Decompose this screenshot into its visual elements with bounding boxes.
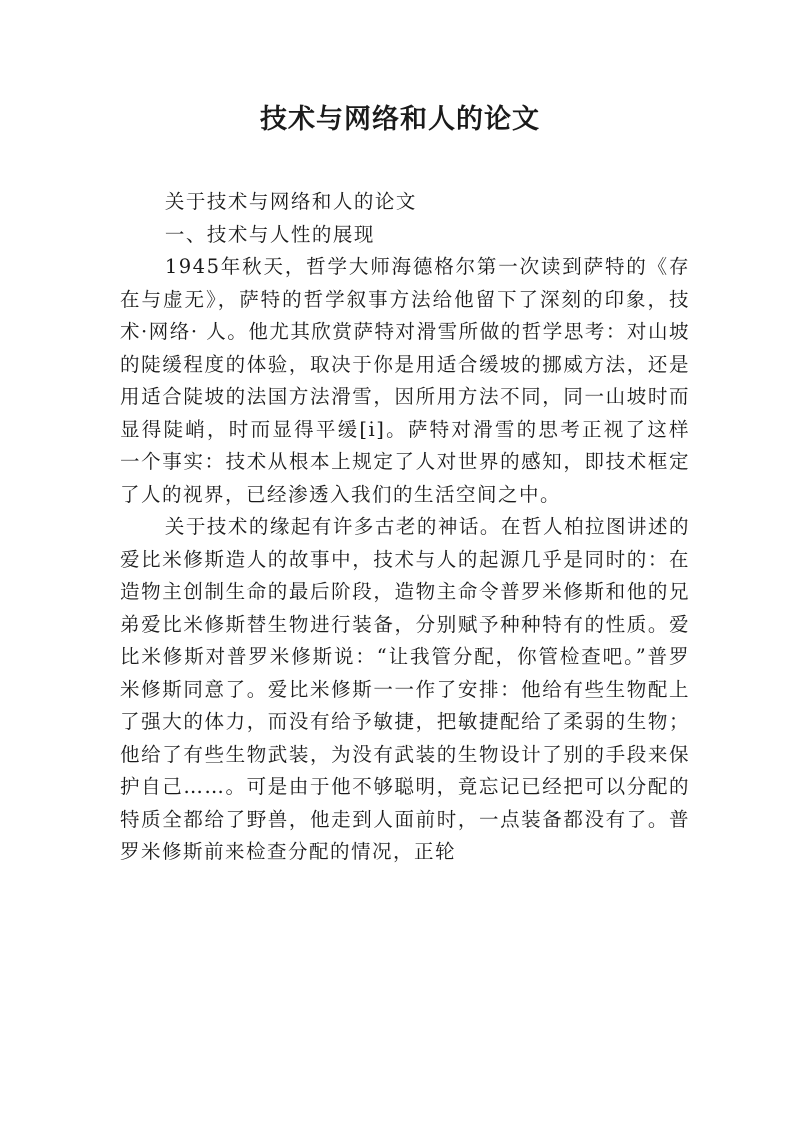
document-body [120, 186, 690, 869]
subtitle-paragraph: 关于技术与网络和人的论文 [164, 190, 417, 213]
section-heading: 一、技术与人性的展现 [164, 222, 375, 246]
body-paragraph: 关于技术的缘起有许多古老的神话。在哲人柏拉图讲述的爱比米修斯造人的故事中，技术与人的起源几乎是同时的：在造物主创制生命的最后阶段，造物主命令普罗米修斯和他的兄弟爱比米修斯替生物进行装备，分别赋予种种特有的性质。爱比米修斯对普罗米修斯说：“让我管分配，你管检查吧。”普罗米修斯同意了。爱比米修斯一一作了安排：他给有些生物配上了强大的体力，而没有给予敏捷，把敏捷配给了柔弱的生物；他给了有些生物武装，为没有武装的生物设计了别的手段来保护自己……。可是由于他不够聪明，竟忘记已经把可以分配的特质全都给了野兽，他走到人面前时，一点装备都没有了。普罗米修斯前来检查分配的情况，正轮 [120, 515, 690, 863]
page-title: 技术与网络和人的论文 [260, 104, 540, 135]
body-paragraph: 1945年秋天，哲学大师海德格尔第一次读到萨特的《存在与虚无》，萨特的哲学叙事方法给他留下了深刻的印象，技术·网络· 人。他尤其欣赏萨特对滑雪所做的哲学思考：对山坡的陡缓程度的体验，取决于你是用适合缓坡的挪威方法，还是用适合陡坡的法国方法滑雪，因所用方法不同，同一山坡时而显得陡峭，时而显得平缓[i]。萨特对滑雪的思考正视了这样一个事实：技术从根本上规定了人对世界的感知，即技术框定了人的视界，已经渗透入我们的生活空间之中。 [120, 255, 690, 506]
